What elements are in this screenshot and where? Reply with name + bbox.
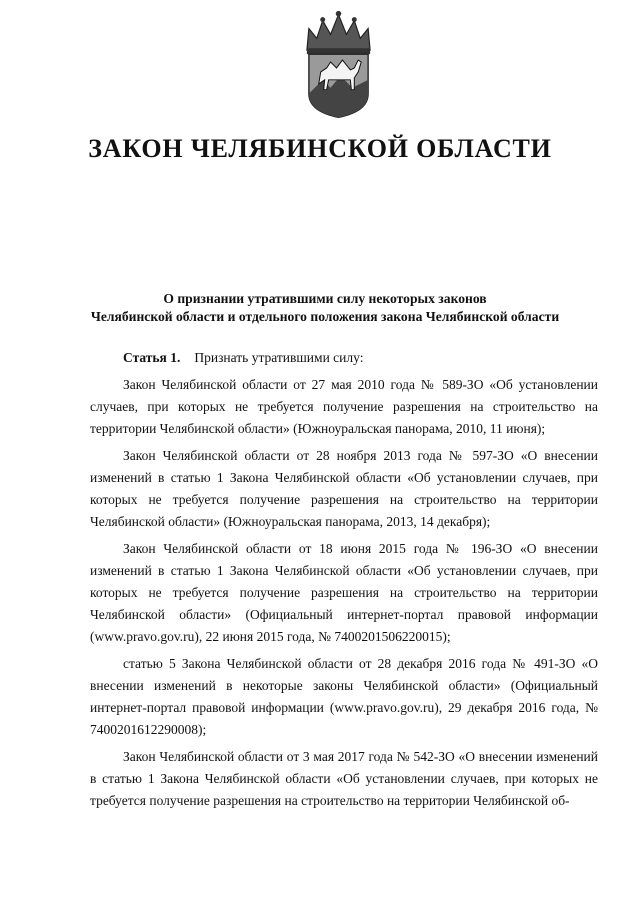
article-label: Статья 1.	[123, 350, 181, 365]
subtitle-line-1: О признании утратившими силу некоторых законов	[163, 291, 487, 306]
coat-of-arms-icon	[299, 10, 378, 120]
law-subtitle	[90, 290, 560, 326]
article-paragraph: Закон Челябинской области от 18 июня 2015 года № 196-ЗО «О внесении изменений в статью 1 Закона Челябинской области «Об установлении случаев, при которых не требуется получение разрешения на строительство на территории Челябинской области» (Официальный интернет-портал правовой информации (www.pravo.gov.ru), 22 июня 2015 года, № 7400201506220015);	[90, 541, 598, 644]
article-paragraph: Закон Челябинской области от 27 мая 2010 года № 589-ЗО «Об установлении случаев, при которых не требуется получение разрешения на строительство на территории Челябинской области» (Южноуральская панорама, 2010, 11 июня);	[90, 377, 598, 436]
document-title: ЗАКОН ЧЕЛЯБИНСКОЙ ОБЛАСТИ	[88, 134, 552, 163]
article-paragraph: Закон Челябинской области от 28 ноября 2013 года № 597-ЗО «О внесении изменений в статью 1 Закона Челябинской области «Об установлении случаев, при которых не требуется получение разрешения на строительство на территории Челябинской области» (Южноуральская панорама, 2013, 14 декабря);	[90, 448, 598, 529]
subtitle-line-2: Челябинской области и отдельного положения закона Челябинской области	[90, 309, 560, 324]
article-body	[90, 347, 598, 817]
article-heading	[90, 347, 598, 369]
article-paragraph: Закон Челябинской области от 3 мая 2017 года № 542-ЗО «О внесении изменений в статью 1 Закона Челябинской области «Об установлении случаев, при которых не требуется получение разрешения на строительство на территории Челябинской об-	[90, 749, 598, 808]
article-intro: Признать утратившими силу:	[194, 350, 364, 365]
article-paragraph: статью 5 Закона Челябинской области от 28 декабря 2016 года № 491-ЗО «О внесении изменений в некоторые законы Челябинской области» (Официальный интернет-портал правовой информации (www.pravo.gov.ru), 29 декабря 2016 года, № 7400201612290008);	[90, 656, 598, 737]
